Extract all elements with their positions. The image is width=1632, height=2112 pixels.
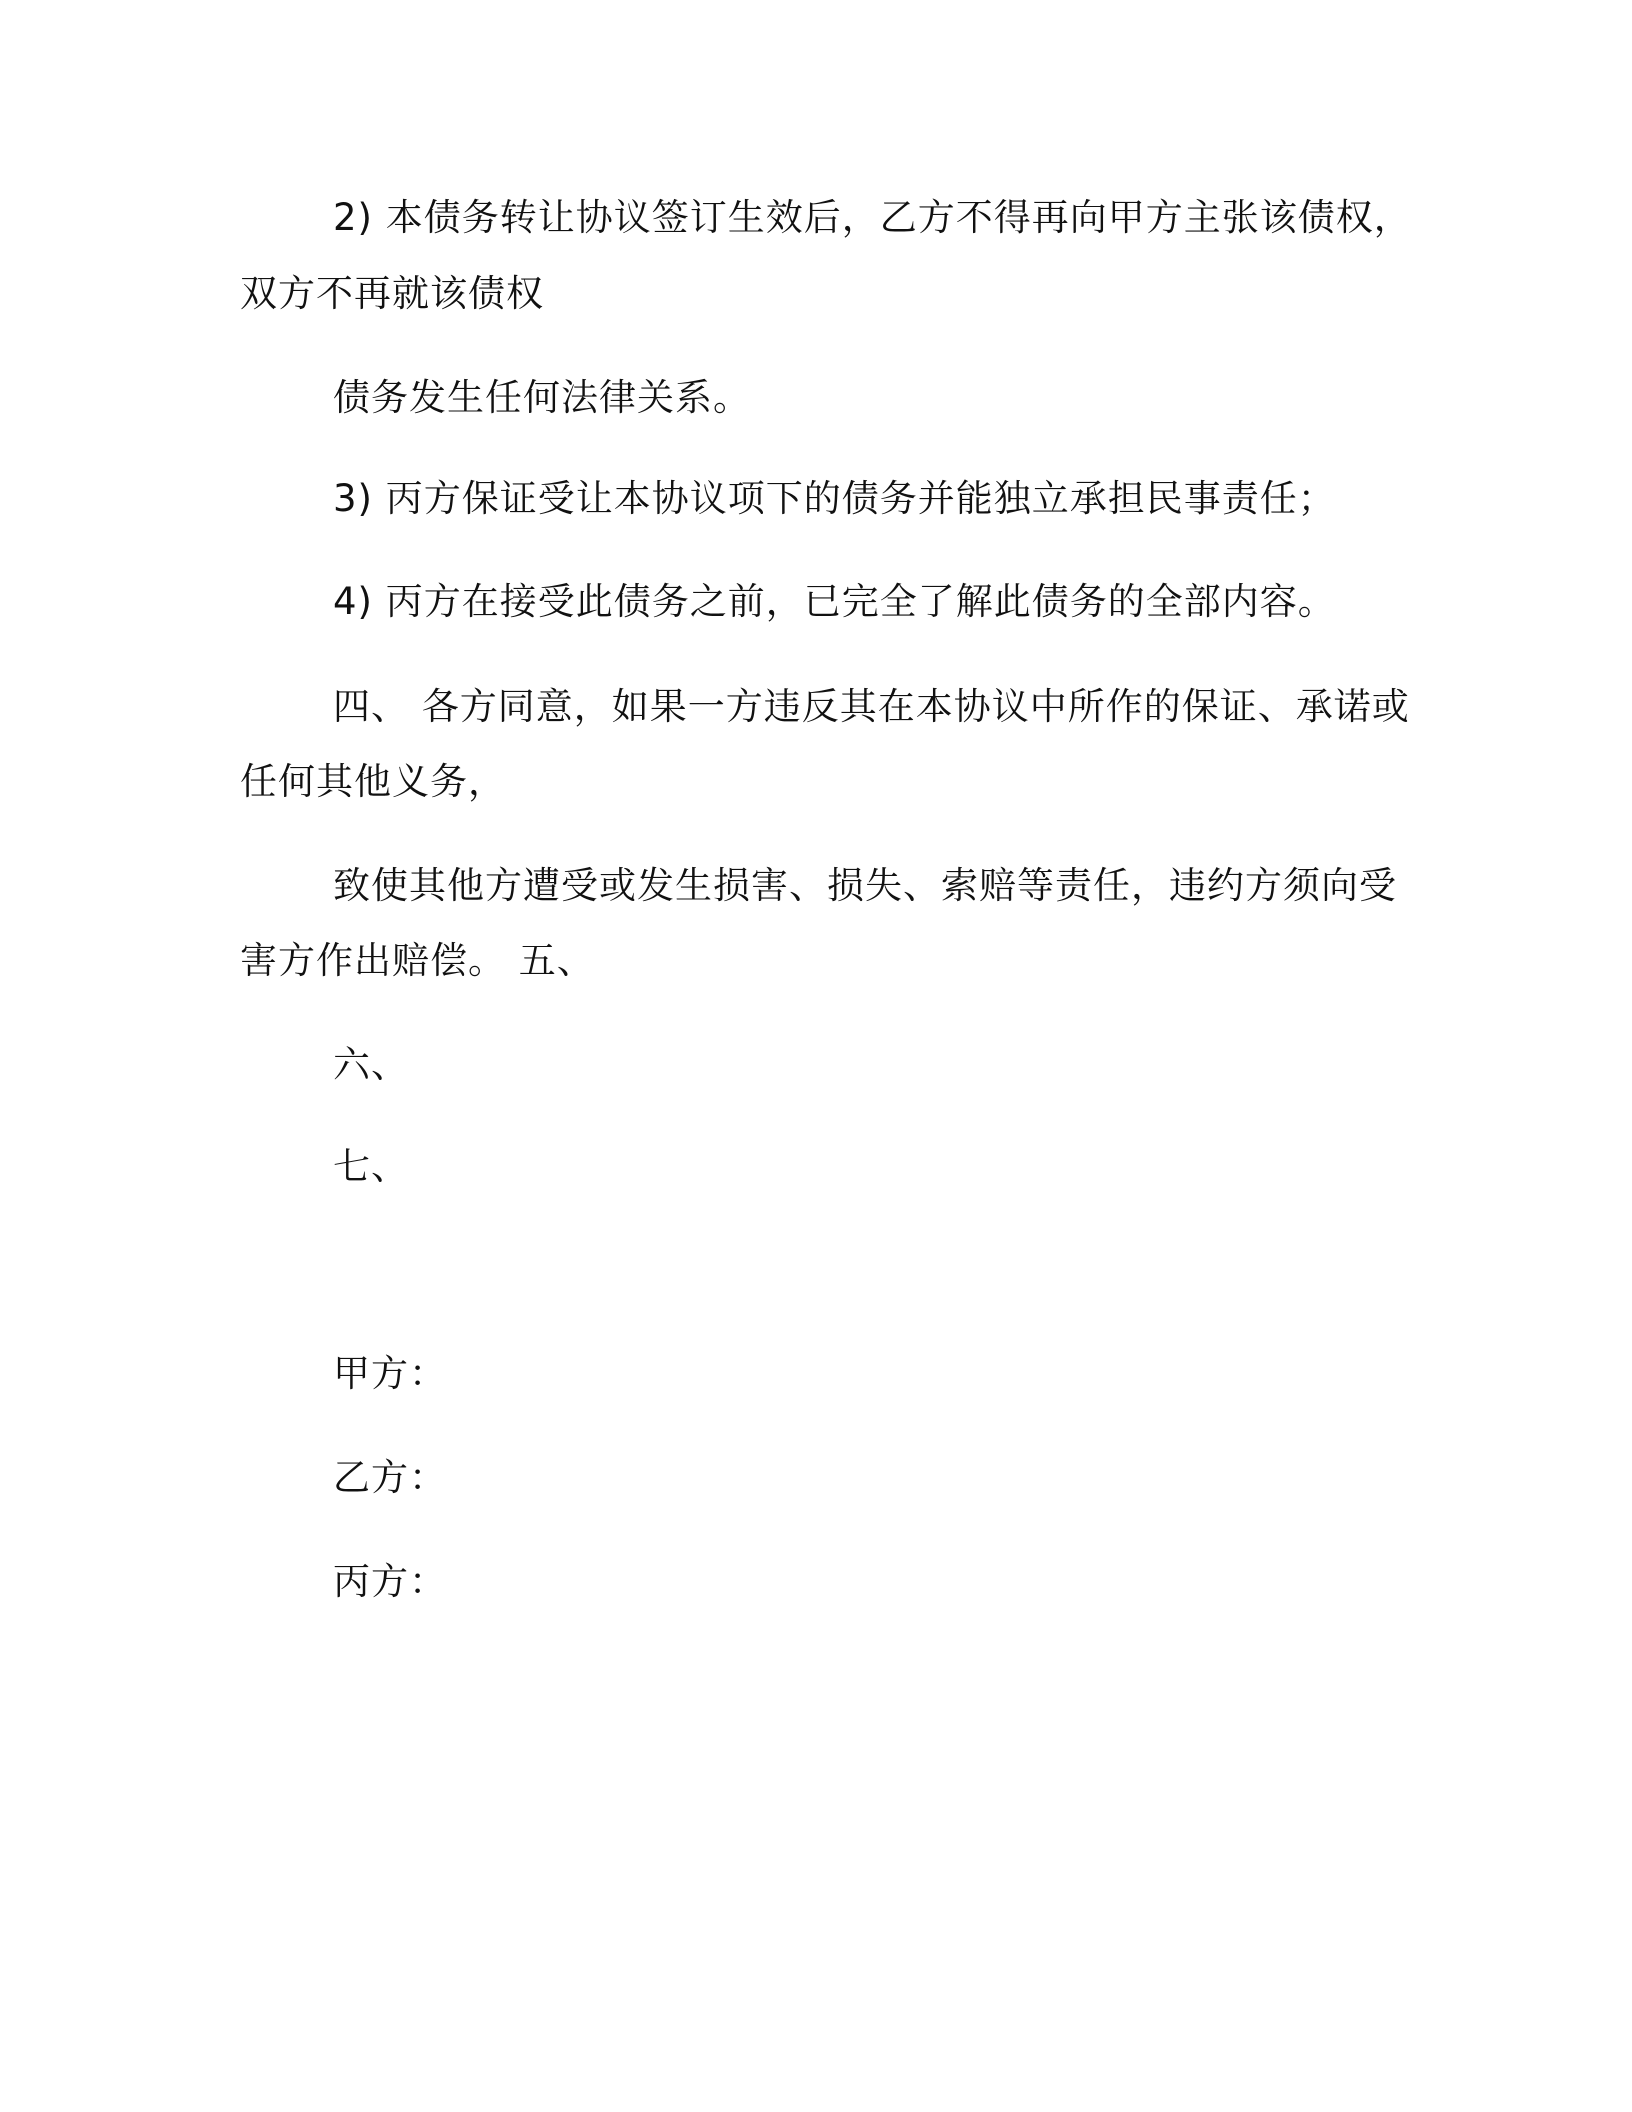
section-4-line-4: 害方作出赔偿。 五、 [240, 939, 595, 982]
clause-2-line-1: 2) 本债务转让协议签订生效后，乙方不得再向甲方主张该债权， [333, 196, 1412, 239]
section-7-heading: 七、 [333, 1145, 409, 1188]
party-a-signature-label: 甲方： [333, 1352, 447, 1395]
section-4-line-3: 致使其他方遭受或发生损害、损失、索赔等责任，违约方须向受 [333, 864, 1397, 907]
section-6-heading: 六、 [333, 1043, 409, 1086]
clause-4: 4) 丙方在接受此债务之前，已完全了解此债务的全部内容。 [333, 580, 1336, 623]
party-c-signature-label: 丙方： [333, 1560, 447, 1603]
clause-3: 3) 丙方保证受让本协议项下的债务并能独立承担民事责任； [333, 477, 1336, 520]
party-b-signature-label: 乙方： [333, 1456, 447, 1499]
section-4-line-1: 四、 各方同意，如果一方违反其在本协议中所作的保证、承诺或 [333, 685, 1410, 728]
section-4-line-2: 任何其他义务， [240, 760, 506, 803]
clause-2-line-3: 债务发生任何法律关系。 [333, 376, 751, 419]
clause-2-line-2: 双方不再就该债权 [240, 272, 544, 315]
